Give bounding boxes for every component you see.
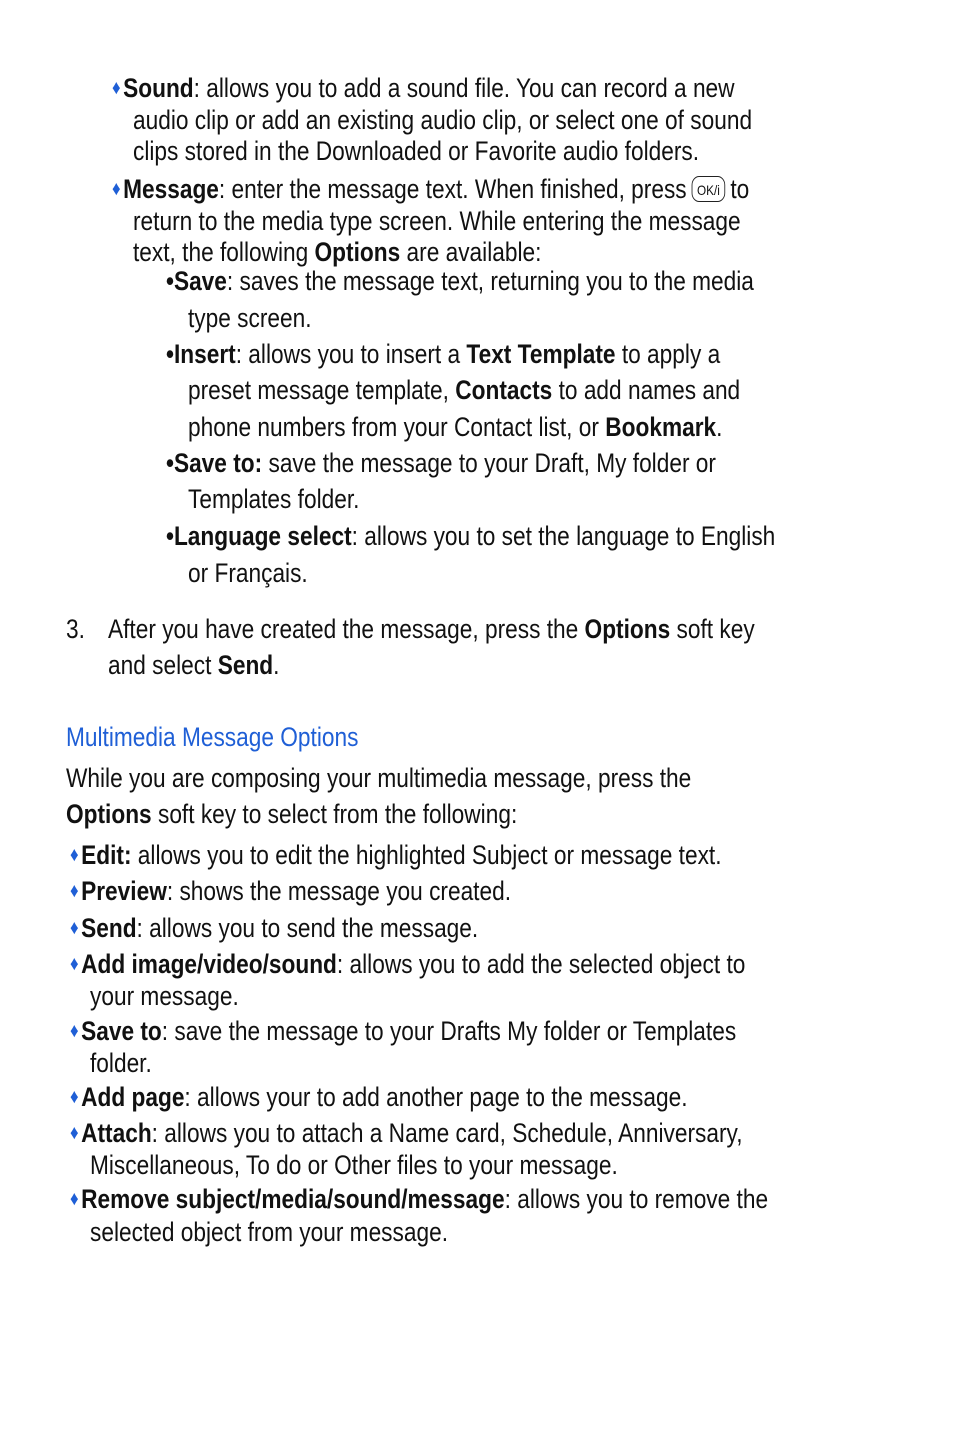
- option-edit-text: allows you to edit the highlighted Subject or message text.: [131, 840, 722, 870]
- option-send-text: : allows you to send the message.: [136, 913, 479, 943]
- diamond-bullet-icon: ♦: [70, 880, 79, 902]
- step-3-line-2-post: .: [273, 650, 280, 680]
- option-saveto-line-2: folder.: [90, 1048, 152, 1078]
- step-3-options: Options: [584, 614, 671, 644]
- language-label: •Language select: [166, 521, 352, 551]
- insert-line-2: [188, 374, 740, 406]
- section-heading: Multimedia Message Options: [66, 722, 359, 752]
- option-addpage-label: Add page: [81, 1082, 185, 1112]
- message-after-key: to: [730, 174, 750, 204]
- option-remove: [70, 1183, 768, 1218]
- option-saveto-text: : save the message to your Drafts My folder or Templates: [161, 1016, 737, 1046]
- message-line-3-pre: text, the following: [133, 237, 315, 267]
- option-preview: [70, 875, 511, 910]
- text-template: Text Template: [466, 339, 616, 369]
- option-attach-label: Attach: [81, 1118, 152, 1148]
- option-remove-label: Remove subject/media/sound/message: [81, 1184, 505, 1214]
- step-3-line-2: [108, 649, 279, 681]
- option-attach: [70, 1117, 742, 1152]
- option-edit-label: Edit:: [81, 840, 132, 870]
- save-subitem: [166, 265, 754, 297]
- diamond-bullet-icon: ♦: [70, 1020, 79, 1042]
- option-add: [70, 948, 745, 983]
- message-label: Message: [123, 174, 219, 204]
- diamond-bullet-icon: ♦: [70, 1188, 79, 1210]
- insert-label: •Insert: [166, 339, 236, 369]
- step-3: [108, 613, 755, 645]
- diamond-bullet-icon: ♦: [112, 77, 121, 99]
- option-remove-line-2: selected object from your message.: [90, 1217, 449, 1247]
- step-3-pre: After you have created the message, press the: [108, 614, 585, 644]
- option-attach-line-2: Miscellaneous, To do or Other files to your message.: [90, 1150, 618, 1180]
- saveto-text: save the message to your Draft, My folder or: [262, 448, 716, 478]
- diamond-bullet-icon: ♦: [112, 178, 121, 200]
- option-remove-text: : allows you to remove the: [504, 1184, 769, 1214]
- option-send: [70, 912, 478, 947]
- save-line-2: type screen.: [188, 303, 312, 333]
- insert-text-2: to apply a: [615, 339, 721, 369]
- message-item: [112, 173, 749, 208]
- option-attach-text: : allows you to attach a Name card, Schedule, Anniversary,: [151, 1118, 743, 1148]
- intro-line-2-text: soft key to select from the following:: [151, 799, 518, 829]
- option-saveto-label: Save to: [81, 1016, 162, 1046]
- intro-line-2: [66, 798, 517, 830]
- insert-line-3-post: .: [716, 412, 723, 442]
- save-label: •Save: [166, 266, 227, 296]
- sound-line-2: audio clip or add an existing audio clip, or select one of sound: [133, 105, 753, 135]
- diamond-bullet-icon: ♦: [70, 844, 79, 866]
- option-add-line-2: your message.: [90, 981, 239, 1011]
- bookmark: Bookmark: [605, 412, 717, 442]
- sound-line-3: clips stored in the Downloaded or Favorite audio folders.: [133, 136, 700, 166]
- step-3-line-2-pre: and select: [108, 650, 218, 680]
- saveto-label: •Save to:: [166, 448, 263, 478]
- language-subitem: [166, 520, 775, 552]
- insert-subitem: [166, 338, 720, 370]
- insert-line-3: [188, 411, 722, 443]
- language-line-2: or Français.: [188, 558, 308, 588]
- option-addpage-text: : allows your to add another page to the message.: [184, 1082, 688, 1112]
- option-preview-label: Preview: [81, 876, 167, 906]
- message-text: : enter the message text. When finished, press: [218, 174, 687, 204]
- saveto-subitem: [166, 447, 716, 479]
- insert-line-3-pre: phone numbers from your Contact list, or: [188, 412, 606, 442]
- save-text: : saves the message text, returning you to the media: [226, 266, 754, 296]
- sound-label: Sound: [123, 73, 194, 103]
- option-addpage: [70, 1081, 688, 1116]
- step-3-number: 3.: [66, 614, 85, 644]
- diamond-bullet-icon: ♦: [70, 917, 79, 939]
- option-add-label: Add image/video/sound: [81, 949, 337, 979]
- language-text: : allows you to set the language to English: [351, 521, 776, 551]
- contacts: Contacts: [455, 375, 553, 405]
- diamond-bullet-icon: ♦: [70, 953, 79, 975]
- message-line-3-post: are available:: [400, 237, 542, 267]
- sound-item: [112, 72, 735, 107]
- diamond-bullet-icon: ♦: [70, 1086, 79, 1108]
- message-line-3: [133, 236, 541, 268]
- option-add-text: : allows you to add the selected object to: [336, 949, 746, 979]
- option-preview-text: : shows the message you created.: [166, 876, 512, 906]
- saveto-line-2: Templates folder.: [188, 484, 360, 514]
- sound-text: : allows you to add a sound file. You can record a new: [193, 73, 735, 103]
- option-edit: [70, 839, 722, 874]
- step-3-post: soft key: [670, 614, 755, 644]
- message-line-2: return to the media type screen. While entering the message: [133, 206, 741, 236]
- step-3-send: Send: [217, 650, 274, 680]
- option-send-label: Send: [81, 913, 137, 943]
- insert-line-2-post: to add names and: [552, 375, 741, 405]
- option-saveto: [70, 1015, 736, 1050]
- message-options: Options: [314, 237, 401, 267]
- insert-line-2-pre: preset message template,: [188, 375, 456, 405]
- intro-options: Options: [66, 799, 152, 829]
- insert-text: : allows you to insert a: [235, 339, 467, 369]
- ok-key-icon: OK/i: [692, 176, 726, 202]
- intro-line-1: While you are composing your multimedia message, press the: [66, 763, 692, 793]
- diamond-bullet-icon: ♦: [70, 1122, 79, 1144]
